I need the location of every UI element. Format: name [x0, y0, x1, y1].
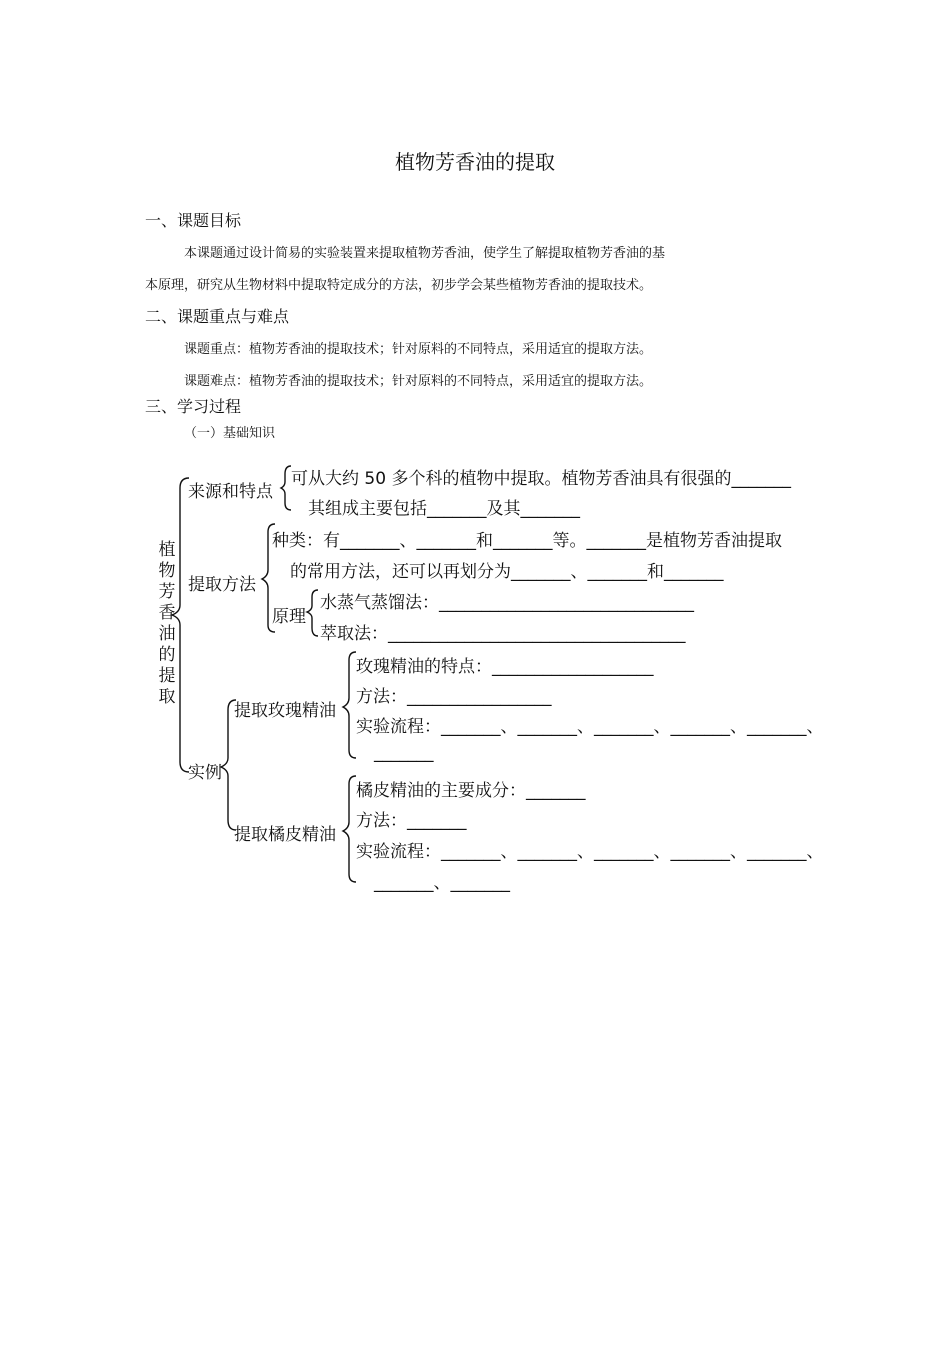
extraction-line: 萃取法：___________________________________ — [320, 624, 686, 644]
source-label: 来源和特点 — [188, 482, 273, 502]
section-1-heading: 一、课题目标 — [145, 211, 242, 230]
method-label: 提取方法 — [188, 575, 256, 595]
orange-brace — [343, 776, 356, 882]
principle-label: 原理 — [272, 607, 306, 627]
section-1-paragraph-line-2: 本原理，研究从生物材料中提取特定成分的方法，初步学会某些植物芳香油的提取技术。 — [145, 278, 653, 293]
orange-method-line: 方法：_______ — [356, 811, 467, 831]
source-brace — [281, 466, 291, 510]
section-3-subheading: （一）基础知识 — [184, 426, 276, 441]
rose-feature-line: 玫瑰精油的特点：___________________ — [356, 657, 654, 677]
orange-flow-line: 实验流程：_______、_______、_______、_______、_______、 — [356, 842, 824, 862]
section-2-heading: 二、课题重点与难点 — [145, 307, 290, 326]
rose-brace — [343, 652, 356, 758]
kinds-line-2: 的常用方法，还可以再划分为_______、_______和_______ — [290, 562, 724, 582]
rose-flow-line-2: _______ — [374, 743, 434, 763]
orange-flow-line-2: _______、_______ — [374, 873, 510, 893]
example-label: 实例 — [188, 763, 222, 783]
source-line-2: 其组成主要包括_______及其_______ — [308, 499, 580, 519]
orange-main-component-line: 橘皮精油的主要成分：_______ — [356, 781, 586, 801]
orange-peel-oil-label: 提取橘皮精油 — [234, 825, 336, 845]
steam-distillation-line: 水蒸气蒸馏法：______________________________ — [320, 593, 694, 613]
diagram-root-label: 植物芳香油的提取 — [158, 540, 176, 707]
rose-flow-line: 实验流程：_______、_______、_______、_______、_______、 — [356, 717, 824, 737]
source-line-1: 可从大约 50 多个科的植物中提取。植物芳香油具有很强的_______ — [291, 469, 791, 489]
key-points-text: 课题重点：植物芳香油的提取技术；针对原料的不同特点，采用适宜的提取方法。 — [184, 342, 653, 357]
rose-oil-label: 提取玫瑰精油 — [234, 701, 336, 721]
rose-method-line: 方法：_________________ — [356, 687, 552, 707]
section-3-heading: 三、学习过程 — [145, 397, 242, 416]
kinds-line-1: 种类：有_______、_______和_______等。_______是植物芳香油提取 — [272, 531, 782, 551]
difficult-points-text: 课题难点：植物芳香油的提取技术；针对原料的不同特点，采用适宜的提取方法。 — [184, 374, 653, 389]
section-1-paragraph-line-1: 本课题通过设计简易的实验装置来提取植物芳香油，使学生了解提取植物芳香油的基 — [184, 246, 666, 261]
principle-brace — [307, 590, 318, 636]
page-title: 植物芳香油的提取 — [395, 150, 555, 174]
